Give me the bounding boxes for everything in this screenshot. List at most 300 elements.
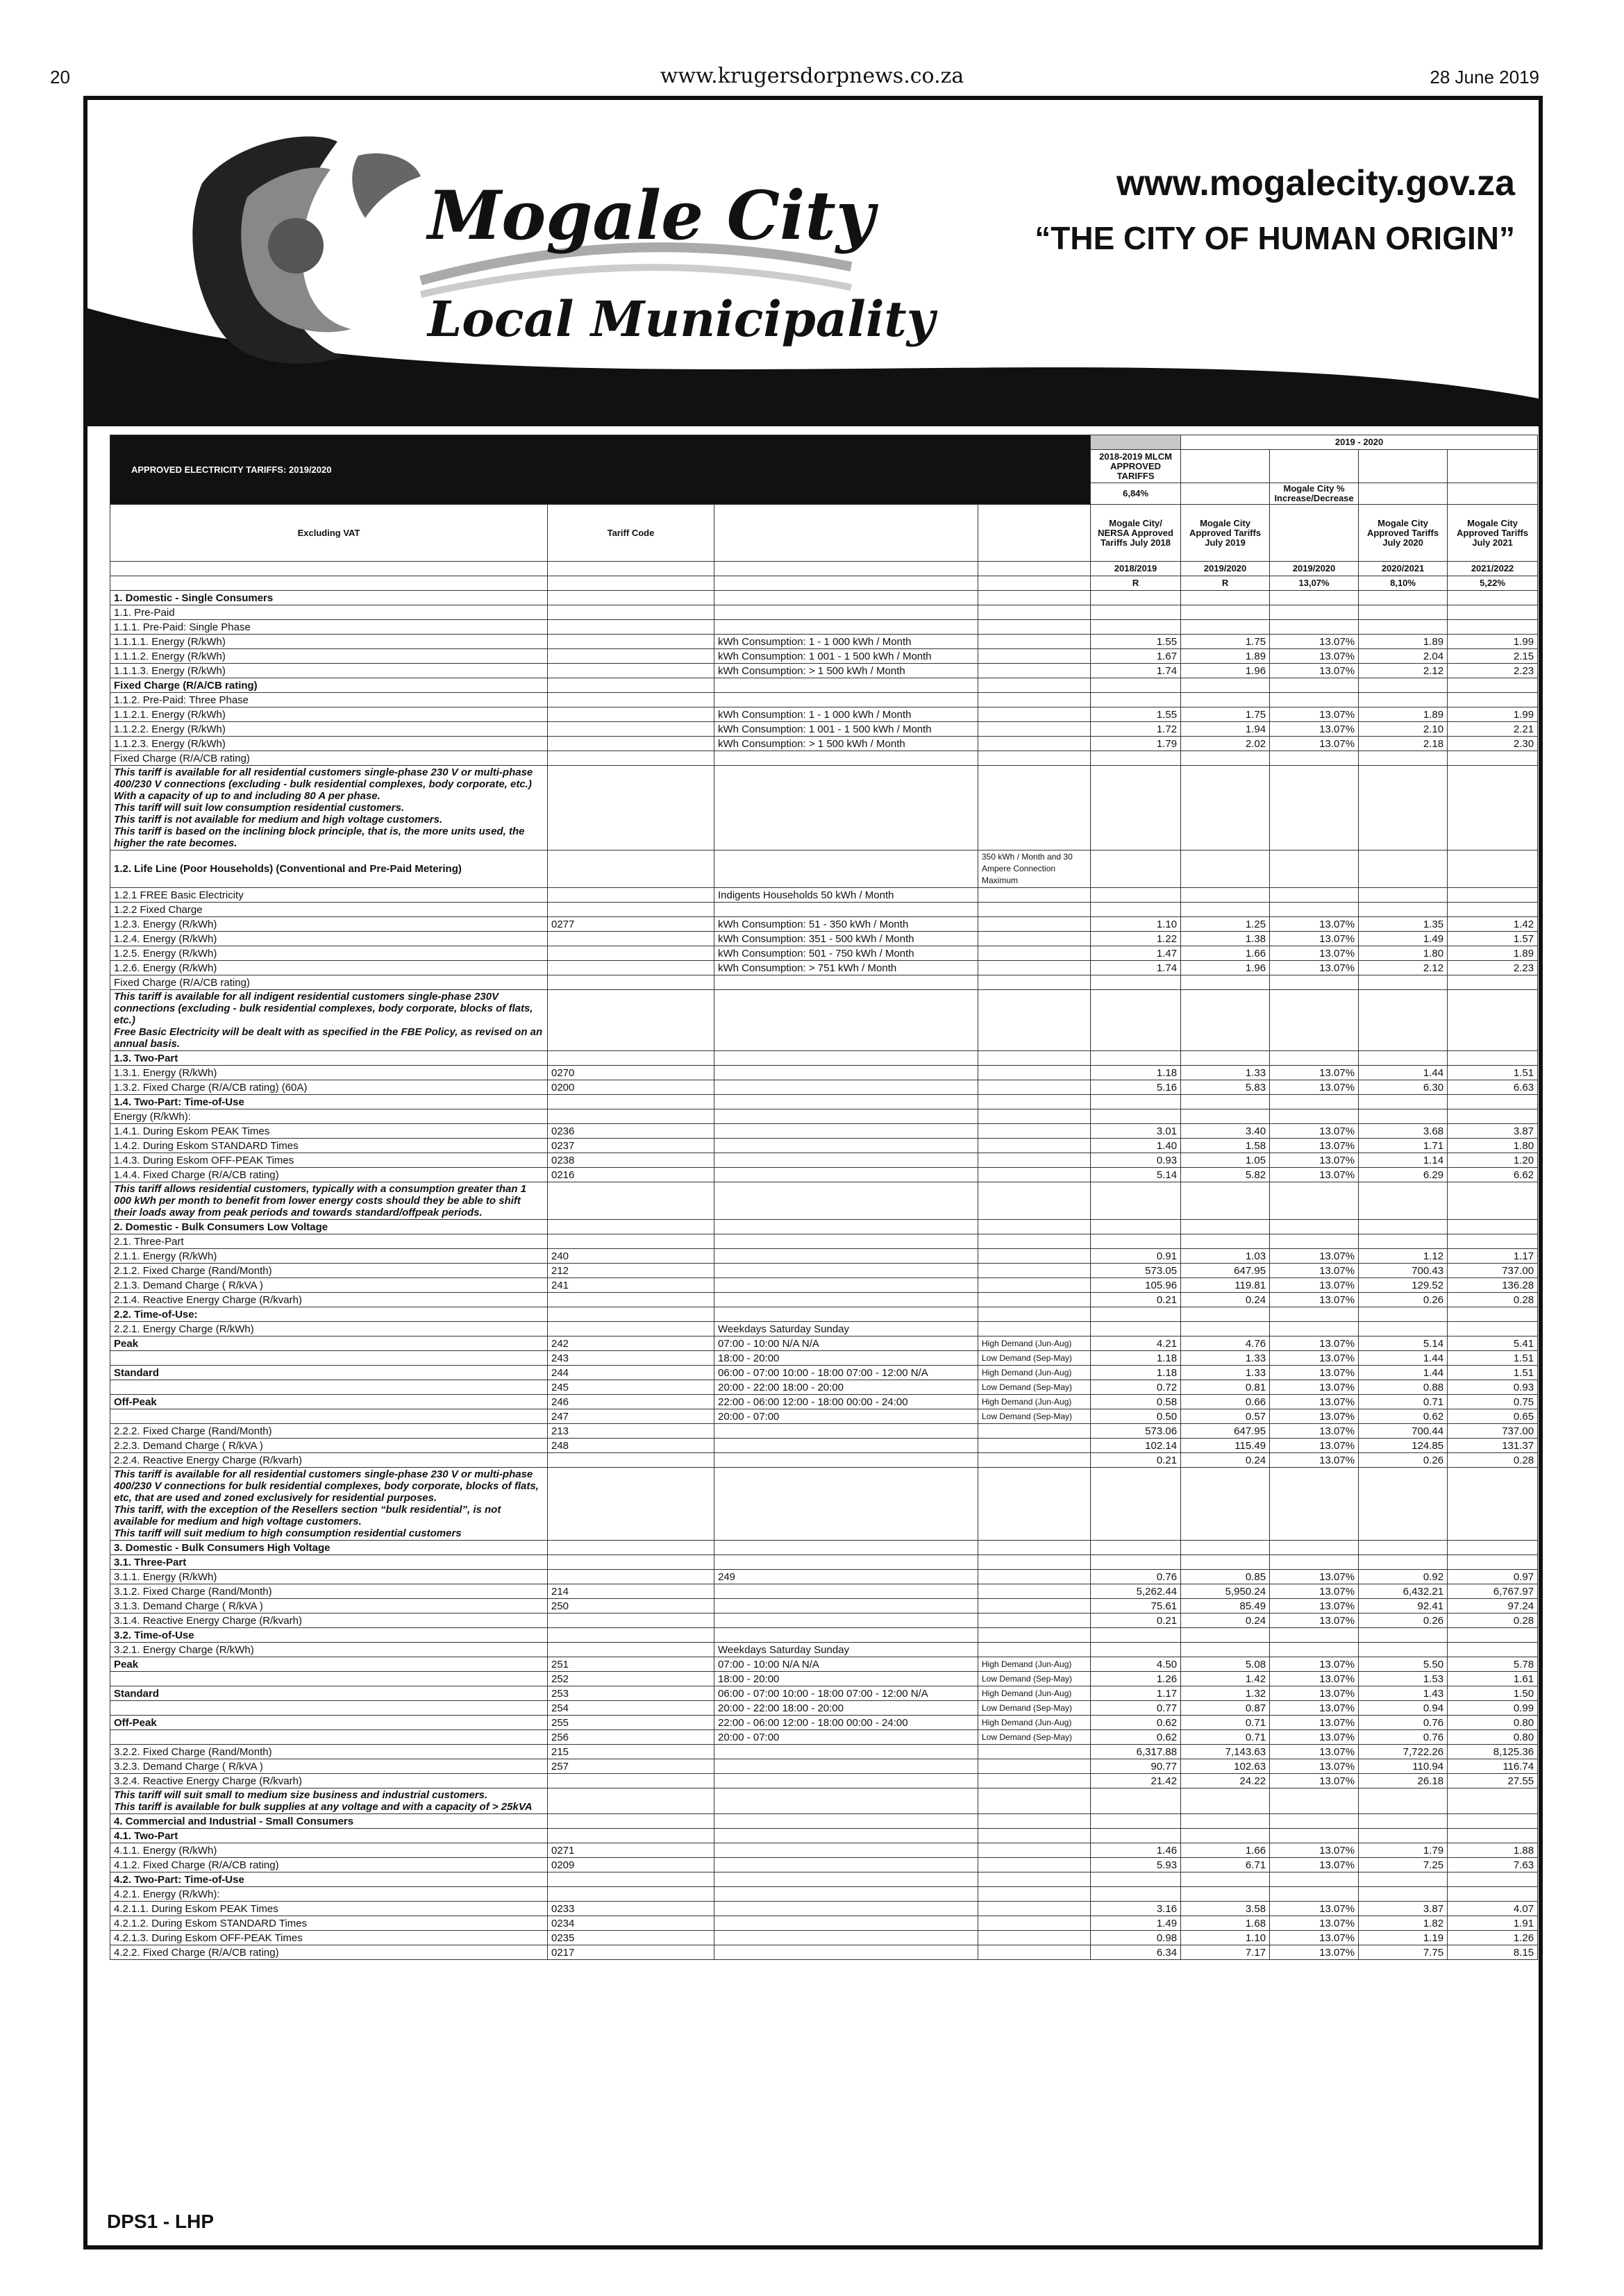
- cell-description: 2.1.4. Reactive Energy Charge (R/kvarh): [110, 1293, 548, 1307]
- cell-pct-change: [1270, 1095, 1359, 1109]
- cell-tariff-code: 245: [548, 1380, 714, 1395]
- table-row: [110, 1366, 1538, 1380]
- cell-tariff-2019: [1181, 975, 1270, 990]
- cell-tariff-2018: 0.21: [1091, 1614, 1181, 1628]
- cell-demand-note: [978, 1858, 1091, 1872]
- cell-tariff-2021: [1448, 1887, 1538, 1902]
- cell-tariff-2021: 0.93: [1448, 1380, 1538, 1395]
- cell-description: 3.1.1. Energy (R/kWh): [110, 1570, 548, 1584]
- table-row: [110, 1168, 1538, 1182]
- cell-description: This tariff allows residential customers, typically with a consumption greater than 1 000 kWh per month to benefit from lower energy costs should they be able to shift their loads away from peak periods and towards standard/offpeak periods.: [110, 1182, 548, 1220]
- table-row: [110, 961, 1538, 975]
- cell-tariff-code: [548, 1774, 714, 1788]
- cell-tariff-2021: 0.28: [1448, 1293, 1538, 1307]
- cell-consumption: Weekdays Saturday Sunday: [714, 1643, 978, 1657]
- unit-2: R: [1181, 576, 1270, 591]
- table-row: [110, 1051, 1538, 1066]
- cell-tariff-2020: 0.92: [1359, 1570, 1448, 1584]
- cell-pct-change: 13.07%: [1270, 1249, 1359, 1264]
- cell-pct-change: [1270, 766, 1359, 850]
- cell-pct-change: 13.07%: [1270, 1453, 1359, 1468]
- cell-pct-change: [1270, 1829, 1359, 1843]
- cell-tariff-2019: 115.49: [1181, 1439, 1270, 1453]
- cell-tariff-2021: 2.30: [1448, 737, 1538, 751]
- cell-tariff-2018: 0.62: [1091, 1716, 1181, 1730]
- cell-tariff-2018: [1091, 1555, 1181, 1570]
- cell-description: 2.2.1. Energy Charge (R/kWh): [110, 1322, 548, 1336]
- cell-tariff-2019: 0.24: [1181, 1614, 1270, 1628]
- table-row: [110, 850, 1538, 888]
- cell-pct-change: [1270, 903, 1359, 917]
- cell-tariff-2021: [1448, 850, 1538, 888]
- table-row: [110, 605, 1538, 620]
- pct-heading: Mogale City % Increase/Decrease: [1270, 483, 1359, 505]
- cell-demand-note: [978, 693, 1091, 707]
- cell-description: 1. Domestic - Single Consumers: [110, 591, 548, 605]
- cell-tariff-code: 0277: [548, 917, 714, 932]
- table-row: [110, 1439, 1538, 1453]
- cell-tariff-2021: 737.00: [1448, 1424, 1538, 1439]
- cell-tariff-2019: 1.33: [1181, 1366, 1270, 1380]
- cell-description: [110, 1672, 548, 1686]
- cell-tariff-2020: [1359, 1322, 1448, 1336]
- cell-consumption: [714, 1829, 978, 1843]
- cell-tariff-2020: 6,432.21: [1359, 1584, 1448, 1599]
- cell-demand-note: [978, 664, 1091, 678]
- cell-consumption: [714, 1774, 978, 1788]
- cell-tariff-2021: 0.99: [1448, 1701, 1538, 1716]
- cell-tariff-2018: [1091, 1541, 1181, 1555]
- table-row: [110, 1182, 1538, 1220]
- tariff-table: [110, 435, 1538, 1960]
- cell-tariff-2021: 1.99: [1448, 707, 1538, 722]
- table-row: [110, 1902, 1538, 1916]
- cell-tariff-2019: 6.71: [1181, 1858, 1270, 1872]
- newspaper-site[interactable]: www.krugersdorpnews.co.za: [660, 64, 964, 88]
- cell-tariff-code: [548, 1182, 714, 1220]
- col-2018-heading: Mogale City/ NERSA Approved Tariffs July 2018: [1091, 505, 1181, 562]
- cell-tariff-code: 0270: [548, 1066, 714, 1080]
- cell-tariff-code: 257: [548, 1759, 714, 1774]
- cell-tariff-code: 255: [548, 1716, 714, 1730]
- table-row: [110, 1453, 1538, 1468]
- cell-demand-note: High Demand (Jun-Aug): [978, 1657, 1091, 1672]
- cell-demand-note: [978, 1555, 1091, 1570]
- cell-tariff-2018: 5.93: [1091, 1858, 1181, 1872]
- cell-pct-change: 13.07%: [1270, 1439, 1359, 1453]
- cell-tariff-2021: 1.89: [1448, 946, 1538, 961]
- cell-description: 2. Domestic - Bulk Consumers Low Voltage: [110, 1220, 548, 1234]
- table-row: [110, 649, 1538, 664]
- cell-demand-note: [978, 722, 1091, 737]
- cell-description: 2.2.3. Demand Charge ( R/kVA ): [110, 1439, 548, 1453]
- cell-description: 1.4.2. During Eskom STANDARD Times: [110, 1139, 548, 1153]
- cell-pct-change: 13.07%: [1270, 1066, 1359, 1080]
- cell-tariff-2019: 1.33: [1181, 1066, 1270, 1080]
- cell-tariff-2020: [1359, 1555, 1448, 1570]
- table-row: [110, 888, 1538, 903]
- cell-consumption: [714, 1424, 978, 1439]
- cell-demand-note: [978, 1278, 1091, 1293]
- cell-tariff-2021: [1448, 1814, 1538, 1829]
- cell-consumption: kWh Consumption: > 1 500 kWh / Month: [714, 737, 978, 751]
- cell-tariff-2018: [1091, 903, 1181, 917]
- cell-tariff-code: [548, 850, 714, 888]
- cell-description: [110, 1701, 548, 1716]
- cell-pct-change: 13.07%: [1270, 1584, 1359, 1599]
- cell-tariff-2018: 6.34: [1091, 1945, 1181, 1960]
- table-row: [110, 990, 1538, 1051]
- cell-tariff-2020: [1359, 766, 1448, 850]
- cell-tariff-code: 0235: [548, 1931, 714, 1945]
- cell-consumption: [714, 1931, 978, 1945]
- table-row: [110, 664, 1538, 678]
- cell-tariff-code: [548, 1628, 714, 1643]
- cell-pct-change: 13.07%: [1270, 1153, 1359, 1168]
- cell-tariff-2020: [1359, 975, 1448, 990]
- table-row: [110, 1220, 1538, 1234]
- cell-description: [110, 1380, 548, 1395]
- cell-description: 2.2.4. Reactive Energy Charge (R/kvarh): [110, 1453, 548, 1468]
- cell-pct-change: 13.07%: [1270, 1730, 1359, 1745]
- cell-description: This tariff is available for all residential customers single-phase 230 V or multi-phase 400/230 V connections (excluding - bulk residential complexes, body corporate, etc.) With a capacity of up to and including 80 A per phase. This tariff will suit low consumption residential customers. This tariff is not available for medium and high voltage customers. This tariff is based on the inclining block principle, that is, the more units used, the higher the rate becomes.: [110, 766, 548, 850]
- cell-tariff-2020: [1359, 1051, 1448, 1066]
- cell-demand-note: [978, 1931, 1091, 1945]
- table-row: [110, 1570, 1538, 1584]
- cell-pct-change: [1270, 1887, 1359, 1902]
- table-row: [110, 1686, 1538, 1701]
- cell-tariff-2020: 1.80: [1359, 946, 1448, 961]
- cell-demand-note: [978, 1322, 1091, 1336]
- table-row: [110, 946, 1538, 961]
- table-row: [110, 1139, 1538, 1153]
- cell-description: 3.1. Three-Part: [110, 1555, 548, 1570]
- cell-demand-note: [978, 903, 1091, 917]
- cell-tariff-code: 252: [548, 1672, 714, 1686]
- unit-5: 5,22%: [1448, 576, 1538, 591]
- cell-tariff-2019: 2.02: [1181, 737, 1270, 751]
- cell-tariff-2019: [1181, 990, 1270, 1051]
- cell-description: [110, 1409, 548, 1424]
- cell-pct-change: [1270, 990, 1359, 1051]
- header-row-columns: [110, 505, 1538, 562]
- cell-tariff-2020: [1359, 591, 1448, 605]
- cell-demand-note: [978, 1814, 1091, 1829]
- banner: [87, 100, 1539, 426]
- table-row: [110, 1614, 1538, 1628]
- cell-tariff-2020: 3.87: [1359, 1902, 1448, 1916]
- unit-1: R: [1091, 576, 1181, 591]
- table-row: [110, 1759, 1538, 1774]
- table-row: [110, 1066, 1538, 1080]
- cell-demand-note: [978, 1168, 1091, 1182]
- cell-demand-note: [978, 1843, 1091, 1858]
- cell-tariff-2018: 5.14: [1091, 1168, 1181, 1182]
- cell-tariff-2018: 1.74: [1091, 664, 1181, 678]
- cell-consumption: [714, 1872, 978, 1887]
- cell-tariff-2018: [1091, 1095, 1181, 1109]
- cell-pct-change: 13.07%: [1270, 722, 1359, 737]
- cell-tariff-2018: [1091, 975, 1181, 990]
- year-5: 2021/2022: [1448, 562, 1538, 576]
- cell-tariff-2020: 1.89: [1359, 635, 1448, 649]
- cell-tariff-2020: 2.04: [1359, 649, 1448, 664]
- cell-description: This tariff is available for all indigent residential customers single-phase 230V connections (excluding - bulk residential complexes, body corporate, blocks of flats, etc.) Free Basic Electricity will be dealt with as specified in the FBE Policy, as revised on an annual basis.: [110, 990, 548, 1051]
- cell-consumption: [714, 1887, 978, 1902]
- cell-description: Peak: [110, 1657, 548, 1672]
- cell-tariff-2018: 0.77: [1091, 1701, 1181, 1716]
- cell-tariff-2020: 1.43: [1359, 1686, 1448, 1701]
- cell-tariff-code: 247: [548, 1409, 714, 1424]
- cell-description: 1.4.4. Fixed Charge (R/A/CB rating): [110, 1168, 548, 1182]
- cell-tariff-2019: [1181, 1872, 1270, 1887]
- cell-tariff-2019: [1181, 1468, 1270, 1541]
- cell-pct-change: 13.07%: [1270, 1168, 1359, 1182]
- cell-tariff-2019: 24.22: [1181, 1774, 1270, 1788]
- cell-pct-change: [1270, 1109, 1359, 1124]
- cell-description: Off-Peak: [110, 1716, 548, 1730]
- cell-tariff-2018: 4.50: [1091, 1657, 1181, 1672]
- cell-description: 1.4. Two-Part: Time-of-Use: [110, 1095, 548, 1109]
- prev-approved-heading: 2018-2019 MLCM APPROVED TARIFFS: [1091, 450, 1181, 483]
- header-row-units: [110, 576, 1538, 591]
- cell-tariff-code: [548, 1788, 714, 1814]
- cell-tariff-2021: 1.80: [1448, 1139, 1538, 1153]
- cell-tariff-code: [548, 1095, 714, 1109]
- cell-description: 1.2.4. Energy (R/kWh): [110, 932, 548, 946]
- cell-tariff-2021: 6,767.97: [1448, 1584, 1538, 1599]
- cell-tariff-code: [548, 1570, 714, 1584]
- cell-pct-change: 13.07%: [1270, 1366, 1359, 1380]
- cell-tariff-2018: [1091, 1234, 1181, 1249]
- cell-tariff-2021: 1.42: [1448, 917, 1538, 932]
- year-2: 2019/2020: [1181, 562, 1270, 576]
- cell-tariff-2020: 0.71: [1359, 1395, 1448, 1409]
- cell-demand-note: [978, 932, 1091, 946]
- cell-description: 4.2.2. Fixed Charge (R/A/CB rating): [110, 1945, 548, 1960]
- cell-pct-change: [1270, 1322, 1359, 1336]
- cell-description: 4.2. Two-Part: Time-of-Use: [110, 1872, 548, 1887]
- cell-tariff-2019: 1.58: [1181, 1139, 1270, 1153]
- cell-tariff-code: [548, 975, 714, 990]
- cell-demand-note: [978, 1887, 1091, 1902]
- cell-description: 1.1.2.2. Energy (R/kWh): [110, 722, 548, 737]
- cell-tariff-2018: 1.74: [1091, 961, 1181, 975]
- cell-tariff-code: 0234: [548, 1916, 714, 1931]
- cell-pct-change: 13.07%: [1270, 737, 1359, 751]
- cell-tariff-code: 0217: [548, 1945, 714, 1960]
- cell-tariff-2019: 4.76: [1181, 1336, 1270, 1351]
- cell-tariff-2018: 1.79: [1091, 737, 1181, 751]
- table-row: [110, 1657, 1538, 1672]
- cell-demand-note: [978, 1453, 1091, 1468]
- cell-consumption: [714, 1945, 978, 1960]
- cell-pct-change: 13.07%: [1270, 1716, 1359, 1730]
- cell-tariff-2019: 5.83: [1181, 1080, 1270, 1095]
- cell-pct-change: [1270, 1468, 1359, 1541]
- cell-demand-note: [978, 1153, 1091, 1168]
- cell-tariff-2018: 1.26: [1091, 1672, 1181, 1686]
- cell-tariff-2018: 1.18: [1091, 1366, 1181, 1380]
- cell-tariff-2021: 1.91: [1448, 1916, 1538, 1931]
- cell-description: 1.1.2.3. Energy (R/kWh): [110, 737, 548, 751]
- cell-description: Standard: [110, 1686, 548, 1701]
- cell-tariff-2020: 26.18: [1359, 1774, 1448, 1788]
- cell-tariff-2018: 1.22: [1091, 932, 1181, 946]
- cell-tariff-code: 244: [548, 1366, 714, 1380]
- cell-tariff-2020: 110.94: [1359, 1759, 1448, 1774]
- cell-tariff-2018: [1091, 850, 1181, 888]
- table-row: [110, 678, 1538, 693]
- cell-tariff-2021: [1448, 766, 1538, 850]
- cell-consumption: [714, 1541, 978, 1555]
- table-row: [110, 1278, 1538, 1293]
- cell-demand-note: [978, 1109, 1091, 1124]
- cell-tariff-code: [548, 932, 714, 946]
- cell-tariff-2021: 1.50: [1448, 1686, 1538, 1701]
- cell-description: 1.2.3. Energy (R/kWh): [110, 917, 548, 932]
- cell-tariff-2019: [1181, 1182, 1270, 1220]
- cell-tariff-2018: 1.67: [1091, 649, 1181, 664]
- cell-demand-note: [978, 1080, 1091, 1095]
- cell-tariff-2021: 0.80: [1448, 1716, 1538, 1730]
- cell-tariff-2018: 0.72: [1091, 1380, 1181, 1395]
- cell-tariff-2018: [1091, 1788, 1181, 1814]
- cell-demand-note: [978, 1066, 1091, 1080]
- table-row: [110, 1541, 1538, 1555]
- cell-tariff-2020: 2.12: [1359, 961, 1448, 975]
- cell-tariff-2018: [1091, 1872, 1181, 1887]
- cell-tariff-2019: 647.95: [1181, 1424, 1270, 1439]
- table-row: [110, 1555, 1538, 1570]
- cell-description: 3.1.2. Fixed Charge (Rand/Month): [110, 1584, 548, 1599]
- cell-tariff-2020: 0.76: [1359, 1730, 1448, 1745]
- cell-tariff-2021: 1.61: [1448, 1672, 1538, 1686]
- cell-pct-change: 13.07%: [1270, 1858, 1359, 1872]
- cell-tariff-code: [548, 1814, 714, 1829]
- cell-demand-note: [978, 1293, 1091, 1307]
- cell-tariff-code: [548, 649, 714, 664]
- cell-tariff-2021: 1.51: [1448, 1351, 1538, 1366]
- cell-tariff-2020: 0.88: [1359, 1380, 1448, 1395]
- cell-tariff-2019: 119.81: [1181, 1278, 1270, 1293]
- cell-consumption: 20:00 - 07:00: [714, 1730, 978, 1745]
- cell-demand-note: High Demand (Jun-Aug): [978, 1716, 1091, 1730]
- cell-tariff-code: [548, 1887, 714, 1902]
- cell-tariff-2020: 7.25: [1359, 1858, 1448, 1872]
- cell-tariff-2019: [1181, 1814, 1270, 1829]
- cell-tariff-2019: 1.89: [1181, 649, 1270, 664]
- cell-consumption: [714, 1139, 978, 1153]
- cell-tariff-2020: 700.43: [1359, 1264, 1448, 1278]
- cell-tariff-2019: 7,143.63: [1181, 1745, 1270, 1759]
- cell-tariff-2019: 1.66: [1181, 946, 1270, 961]
- cell-consumption: [714, 1066, 978, 1080]
- cell-tariff-2018: [1091, 751, 1181, 766]
- cell-consumption: [714, 1453, 978, 1468]
- cell-tariff-2018: 1.18: [1091, 1066, 1181, 1080]
- cell-tariff-code: 240: [548, 1249, 714, 1264]
- cell-tariff-2021: 2.15: [1448, 649, 1538, 664]
- cell-consumption: [714, 1439, 978, 1453]
- cell-demand-note: High Demand (Jun-Aug): [978, 1366, 1091, 1380]
- cell-tariff-2019: [1181, 1887, 1270, 1902]
- cell-pct-change: 13.07%: [1270, 1902, 1359, 1916]
- cell-pct-change: [1270, 693, 1359, 707]
- cell-demand-note: [978, 1788, 1091, 1814]
- table-row: [110, 1424, 1538, 1439]
- cell-consumption: [714, 1555, 978, 1570]
- table-row: [110, 1584, 1538, 1599]
- cell-demand-note: [978, 990, 1091, 1051]
- cell-tariff-2021: [1448, 1307, 1538, 1322]
- cell-tariff-2019: [1181, 1109, 1270, 1124]
- cell-pct-change: [1270, 1643, 1359, 1657]
- cell-description: 1.2.6. Energy (R/kWh): [110, 961, 548, 975]
- cell-consumption: [714, 678, 978, 693]
- table-row: [110, 1745, 1538, 1759]
- cell-tariff-2020: [1359, 1307, 1448, 1322]
- col-2020-heading: Mogale City Approved Tariffs July 2020: [1359, 505, 1448, 562]
- cell-tariff-2019: 1.32: [1181, 1686, 1270, 1701]
- cell-tariff-code: [548, 591, 714, 605]
- cell-demand-note: [978, 1570, 1091, 1584]
- cell-description: 1.4.1. During Eskom PEAK Times: [110, 1124, 548, 1139]
- cell-pct-change: [1270, 591, 1359, 605]
- cell-tariff-2020: 7.75: [1359, 1945, 1448, 1960]
- cell-description: 4.2.1.3. During Eskom OFF-PEAK Times: [110, 1931, 548, 1945]
- cell-tariff-code: [548, 1307, 714, 1322]
- cell-pct-change: 13.07%: [1270, 946, 1359, 961]
- cell-tariff-code: [548, 766, 714, 850]
- cell-consumption: [714, 693, 978, 707]
- cell-tariff-code: 0209: [548, 1858, 714, 1872]
- city-website[interactable]: www.mogalecity.gov.za: [1116, 163, 1515, 203]
- cell-tariff-2020: [1359, 1643, 1448, 1657]
- cell-consumption: 18:00 - 20:00: [714, 1351, 978, 1366]
- cell-consumption: kWh Consumption: 501 - 750 kWh / Month: [714, 946, 978, 961]
- cell-tariff-2020: [1359, 850, 1448, 888]
- cell-consumption: [714, 1168, 978, 1182]
- cell-consumption: [714, 1109, 978, 1124]
- cell-demand-note: [978, 1759, 1091, 1774]
- cell-tariff-code: 0216: [548, 1168, 714, 1182]
- cell-tariff-2018: 0.50: [1091, 1409, 1181, 1424]
- cell-tariff-2020: 2.12: [1359, 664, 1448, 678]
- cell-tariff-code: 250: [548, 1599, 714, 1614]
- cell-tariff-2019: [1181, 751, 1270, 766]
- cell-consumption: Indigents Households 50 kWh / Month: [714, 888, 978, 903]
- cell-tariff-code: [548, 1555, 714, 1570]
- cell-consumption: 20:00 - 22:00 18:00 - 20:00: [714, 1380, 978, 1395]
- cell-tariff-code: 242: [548, 1336, 714, 1351]
- cell-tariff-code: [548, 1614, 714, 1628]
- cell-tariff-2019: [1181, 1643, 1270, 1657]
- year-3: 2019/2020: [1270, 562, 1359, 576]
- cell-tariff-2021: [1448, 1555, 1538, 1570]
- cell-pct-change: 13.07%: [1270, 1843, 1359, 1858]
- cell-tariff-2021: 0.65: [1448, 1409, 1538, 1424]
- cell-tariff-code: 0233: [548, 1902, 714, 1916]
- cell-pct-change: 13.07%: [1270, 961, 1359, 975]
- cell-consumption: 18:00 - 20:00: [714, 1672, 978, 1686]
- cell-tariff-code: 215: [548, 1745, 714, 1759]
- cell-tariff-2021: 8,125.36: [1448, 1745, 1538, 1759]
- cell-tariff-2019: 0.24: [1181, 1453, 1270, 1468]
- cell-tariff-2021: 7.63: [1448, 1858, 1538, 1872]
- page-number: 20: [50, 67, 70, 87]
- cell-tariff-2019: 5,950.24: [1181, 1584, 1270, 1599]
